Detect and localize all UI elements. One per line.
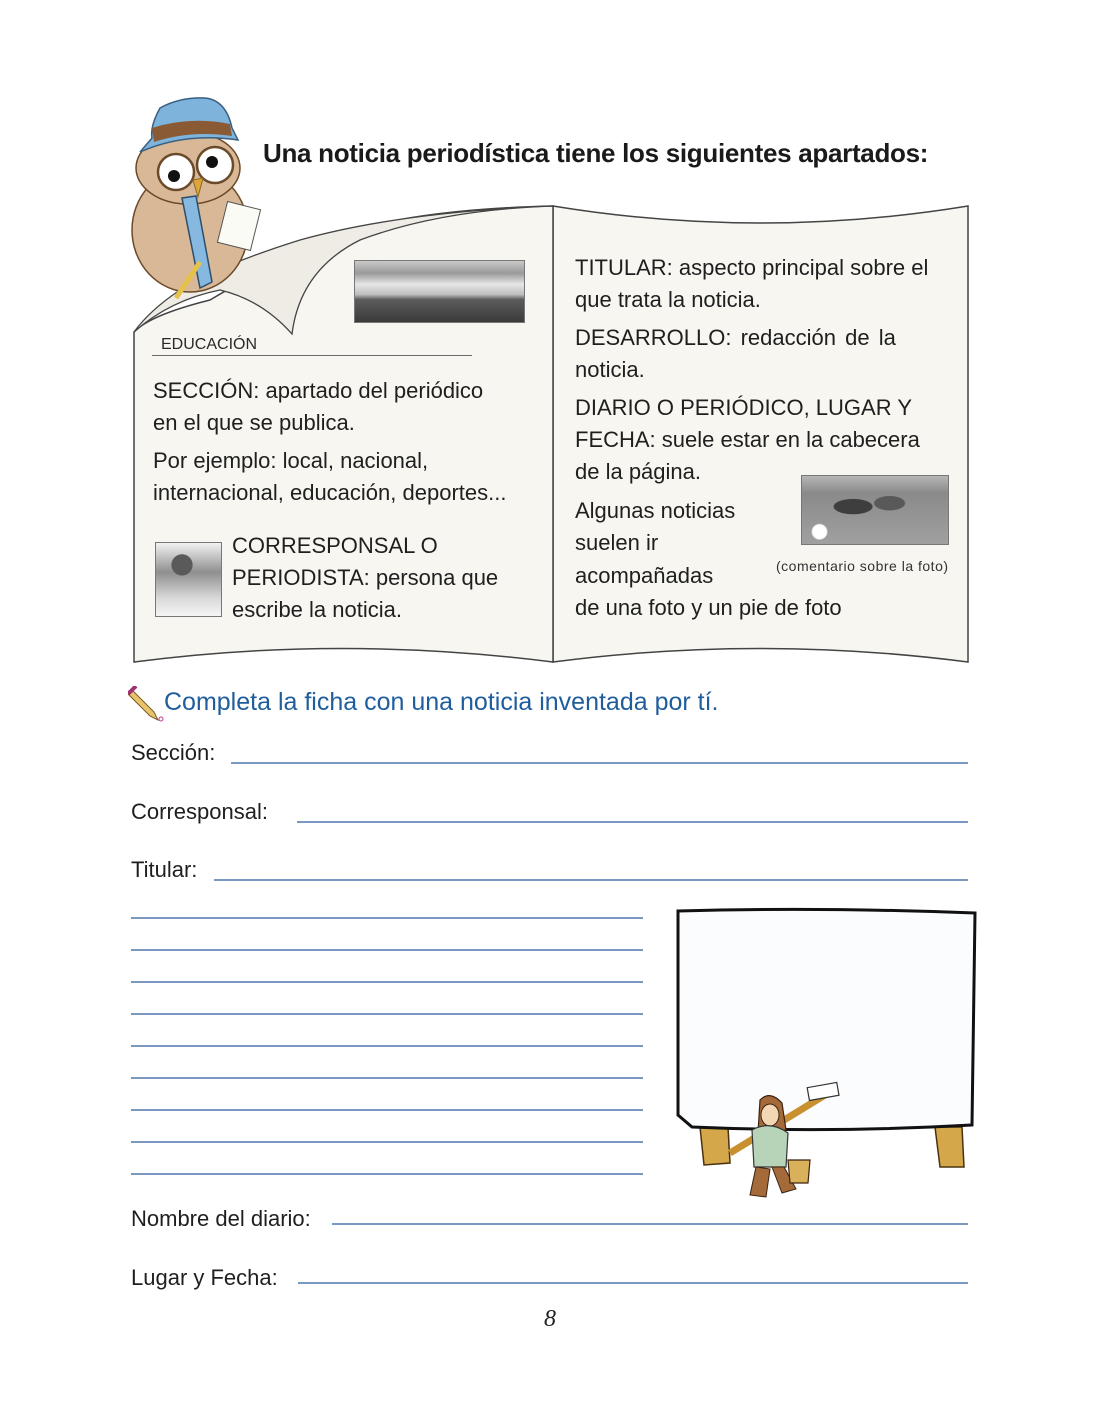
foto-text-line: Algunas noticias bbox=[575, 498, 736, 523]
foto-text-line: acompañadas bbox=[575, 563, 714, 588]
city-photo bbox=[354, 260, 525, 323]
corresponsal-text-line: CORRESPONSAL O bbox=[232, 533, 438, 558]
body-writing-line[interactable] bbox=[131, 917, 643, 919]
body-writing-line[interactable] bbox=[131, 1045, 643, 1047]
diario-text-line: de la página. bbox=[575, 459, 701, 484]
body-writing-line[interactable] bbox=[131, 1077, 643, 1079]
photo-caption: (comentario sobre la foto) bbox=[776, 558, 949, 574]
titular-text-line: TITULAR: aspecto principal sobre el bbox=[575, 255, 929, 280]
seccion-example-line: Por ejemplo: local, nacional, bbox=[153, 448, 429, 473]
seccion-example-line: internacional, educación, deportes... bbox=[153, 480, 507, 505]
corresponsal-text-line: escribe la noticia. bbox=[232, 597, 402, 622]
body-writing-line[interactable] bbox=[131, 1173, 643, 1175]
lugar-fecha-label: Lugar y Fecha: bbox=[131, 1265, 278, 1290]
page-title: Una noticia periodística tiene los siguientes apartados: bbox=[263, 138, 929, 168]
body-writing-line[interactable] bbox=[131, 1013, 643, 1015]
desarrollo-text-line: DESARROLLO: redacción de la bbox=[575, 325, 896, 350]
lugar-fecha-input-line[interactable] bbox=[298, 1282, 968, 1284]
soccer-photo bbox=[801, 475, 949, 545]
diario-text-line: DIARIO O PERIÓDICO, LUGAR Y bbox=[575, 395, 912, 420]
journalist-photo bbox=[155, 542, 222, 617]
seccion-text-line: SECCIÓN: apartado del periódico bbox=[153, 378, 484, 403]
titular-text-line: que trata la noticia. bbox=[575, 287, 761, 312]
billboard-drawing-area[interactable] bbox=[670, 905, 980, 1210]
foto-text-line: suelen ir bbox=[575, 530, 659, 555]
corresponsal-label: Corresponsal: bbox=[131, 799, 268, 824]
seccion-text-line: en el que se publica. bbox=[153, 410, 355, 435]
titular-label: Titular: bbox=[131, 857, 198, 882]
nombre-diario-input-line[interactable] bbox=[332, 1223, 968, 1225]
diario-text-line: FECHA: suele estar en la cabecera bbox=[575, 427, 920, 452]
section-divider bbox=[152, 355, 472, 356]
titular-input-line[interactable] bbox=[214, 879, 968, 881]
body-writing-line[interactable] bbox=[131, 1109, 643, 1111]
pencil-icon bbox=[128, 686, 164, 722]
exercise-instruction: Completa la ficha con una noticia inventada por tí. bbox=[164, 688, 719, 716]
seccion-label: Sección: bbox=[131, 740, 216, 765]
desarrollo-text-line: noticia. bbox=[575, 357, 645, 382]
corresponsal-text-line: PERIODISTA: persona que bbox=[232, 565, 499, 590]
page-number: 8 bbox=[544, 1306, 556, 1332]
body-writing-line[interactable] bbox=[131, 949, 643, 951]
body-writing-line[interactable] bbox=[131, 981, 643, 983]
body-writing-line[interactable] bbox=[131, 1141, 643, 1143]
seccion-input-line[interactable] bbox=[231, 762, 968, 764]
foto-text-line: de una foto y un pie de foto bbox=[575, 595, 842, 620]
corresponsal-input-line[interactable] bbox=[297, 821, 968, 823]
nombre-diario-label: Nombre del diario: bbox=[131, 1206, 311, 1231]
section-label-educacion: EDUCACIÓN bbox=[161, 336, 258, 353]
